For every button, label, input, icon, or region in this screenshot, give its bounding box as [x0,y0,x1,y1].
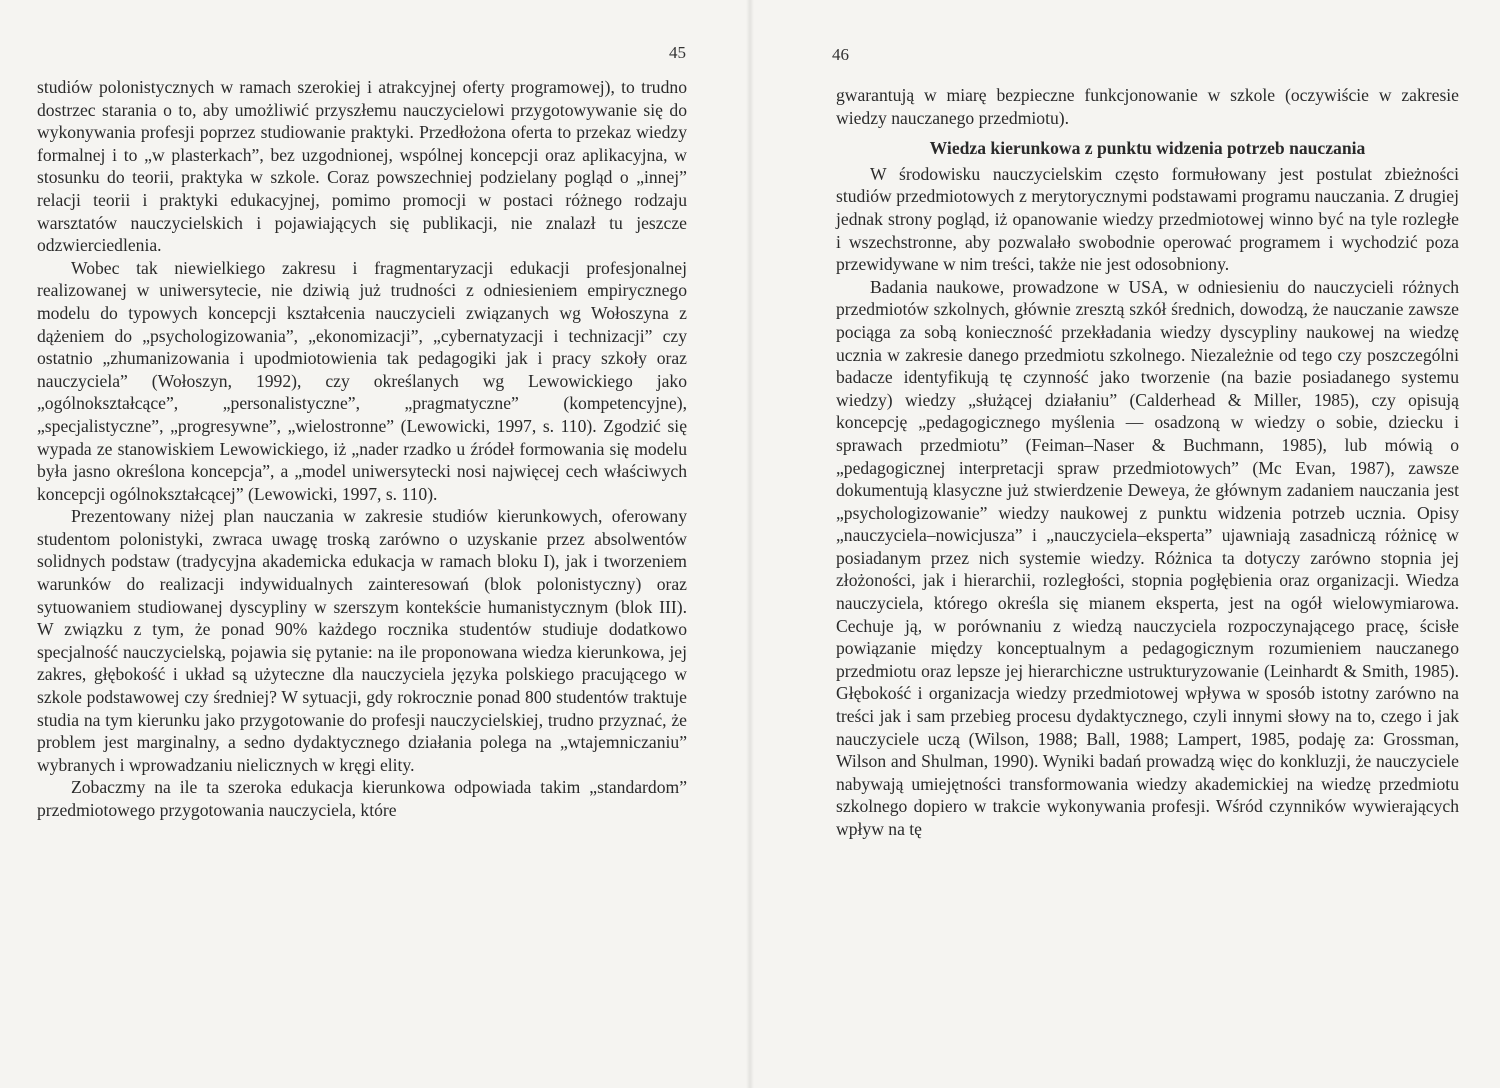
page-body [37,76,687,822]
page-number: 45 [669,43,686,62]
paragraph: Badania naukowe, prowadzone w USA, w odniesieniu do nauczycieli różnych przedmiotów szkolnych, głównie zresztą szkół średnich, dowodzą, że nauczanie zawsze pociąga za sobą konieczność przekładania wiedzy dyscypliny naukowej na wiedzę ucznia w zakresie danego przedmiotu szkolnego. Niezależnie od tego czy poszczególni badacze identyfikują tę czynność jako tworzenie (na bazie posiadanego systemu wiedzy) wiedzy „służącej działaniu” (Calderhead & Miller, 1985), czy opisują koncepcję „pedagogicznego myślenia — osadzoną w wiedzy o sobie, dziecku i sprawach przedmiotu” (Feiman–Naser & Buchmann, 1985), lub mówią o „pedagogicznej interpretacji spraw przedmiotowych” (Mc Evan, 1987), zawsze dokumentują klasyczne już stwierdzenie Deweya, że głównym zadaniem nauczania jest „psychologizowanie” wiedzy naukowej z punktu widzenia potrzeb ucznia. Opisy „nauczyciela–nowicjusza” i „nauczyciela–eksperta” ujawniają zasadniczą różnicę w posiadanym przez nich systemie wiedzy. Różnica ta dotyczy zarówno stopnia jej złożoności, jak i hierarchii, rozległości, stopnia pogłębienia oraz organizacji. Wiedza nauczyciela, którego określa się mianem eksperta, jest na ogół wielowymiarowa. Cechuje ją, w porównaniu z wiedzą nauczyciela rozpoczynającego pracę, ścisłe powiązanie między konceptualnym a pedagogicznym rozumieniem nauczanego przedmiotu oraz lepsze jej hierarchiczne ustrukturyzowanie (Leinhardt & Smith, 1985). Głębokość i organizacja wiedzy przedmiotowej wpływa w sposób istotny zarówno na treści jak i sam przebieg procesu dydaktycznego, czyli innymi słowy na to, czego i jak nauczyciele uczą (Wilson, 1988; Ball, 1988; Lampert, 1985, podaję za: Grossman, Wilson and Shulman, 1990). Wyniki badań prowadzą więc do konkluzji, że nauczyciele nabywają umiejętności transformowania wiedzy akademickiej na wiedzę przedmiotu szkolnego dopiero w trakcie wykonywania profesji. Wśród czynników wywierających wpływ na tę [836,276,1459,839]
section-heading: Wiedza kierunkowa z punktu widzenia potrzeb nauczania [929,138,1366,159]
paragraph: gwarantują w miarę bezpieczne funkcjonowanie w szkole (oczywiście w zakresie wiedzy nauczanego przedmiotu). [836,85,1459,128]
page-number: 46 [832,45,849,64]
page-body [836,84,1459,841]
paragraph: studiów polonistycznych w ramach szerokiej i atrakcyjnej oferty programowej), to trudno dostrzec starania o to, aby umożliwić przyszłemu nauczycielowi przygotowywanie się do wykonywania profesji poprzez studiowanie praktyki. Przedłożona oferta to przekaz wiedzy formalnej i to „w plasterkach”, bez uzgodnionej, wspólnej koncepcji oraz aplikacyjna, w stosunku do teorii, praktyka w szkole. Coraz powszechniej podzielany pogląd o „innej” relacji teorii i praktyki edukacyjnej, pomimo promocji w postaci różnego rodzaju warsztatów nauczycielskich i pojawiających się publikacji, nie znalazł tu jeszcze odzwierciedlenia. [37,77,687,256]
paragraph: Zobaczmy na ile ta szeroka edukacja kierunkowa odpowiada takim „standardom” przedmiotowego przygotowania nauczyciela, które [37,777,687,820]
paragraph: W środowisku nauczycielskim często formułowany jest postulat zbieżności studiów przedmiotowych z merytorycznymi podstawami programu nauczania. Z drugiej jednak strony pogląd, iż opanowanie wiedzy przedmiotowej winno być na tyle rozległe i wszechstronne, aby pozwalało swobodnie operować programem i wychodzić poza przewidywane w nim treści, także nie jest odosobniony. [836,163,1459,275]
left-page [0,0,748,1088]
paragraph: Prezentowany niżej plan nauczania w zakresie studiów kierunkowych, oferowany studentom polonistyki, zwraca uwagę troską zarówno o uzyskanie przez absolwentów solidnych podstaw (tradycyjna akademicka edukacja w ramach bloku I), jak i tworzeniem warunków do realizacji indywidualnych zainteresowań (blok polonistyczny) oraz sytuowaniem studiowanej dyscypliny w szerszym kontekście humanistycznym (blok III). W związku z tym, że ponad 90% każdego rocznika studentów studiuje dodatkowo specjalność nauczycielską, pojawia się pytanie: na ile proponowana wiedza kierunkowa, jej zakres, głębokość i układ są użyteczne dla nauczyciela języka polskiego pracującego w szkole podstawowej czy średniej? W sytuacji, gdy rokrocznie ponad 800 studentów traktuje studia na tym kierunku jako przygotowanie do profesji nauczycielskiej, trudno przyznać, że problem jest marginalny, a sedno dydaktycznego działania polega na „wtajemniczaniu” wybranych i wprowadzaniu nielicznych w kręgi elity. [37,506,687,775]
paragraph: Wobec tak niewielkiego zakresu i fragmentaryzacji edukacji profesjonalnej realizowanej w uniwersytecie, nie dziwią już trudności z odniesieniem empirycznego modelu do typowych koncepcji kształcenia nauczycieli związanych wg Wołoszyna z dążeniem do „psychologizowania”, „ekonomizacji”, „cybernatyzacji i technizacji” czy ostatnio „zhumanizowania i upodmiotowienia tak pedagogiki jak i pracy szkoły oraz nauczyciela” (Wołoszyn, 1992), czy określanych wg Lewowickiego jako „ogólnokształcące”, „personalistyczne”, „pragmatyczne” (kompetencyjne), „specjalistyczne”, „progresywne”, „wielostronne” (Lewowicki, 1997, s. 110). Zgodzić się wypada ze stanowiskiem Lewowickiego, iż „nader rzadko u źródeł formowania się modelu była jasno określona koncepcja”, a „model uniwersytecki nosi najwięcej cech właściwych koncepcji ogólnokształcącej” (Lewowicki, 1997, s. 110). [37,257,687,504]
right-page [752,0,1500,1088]
